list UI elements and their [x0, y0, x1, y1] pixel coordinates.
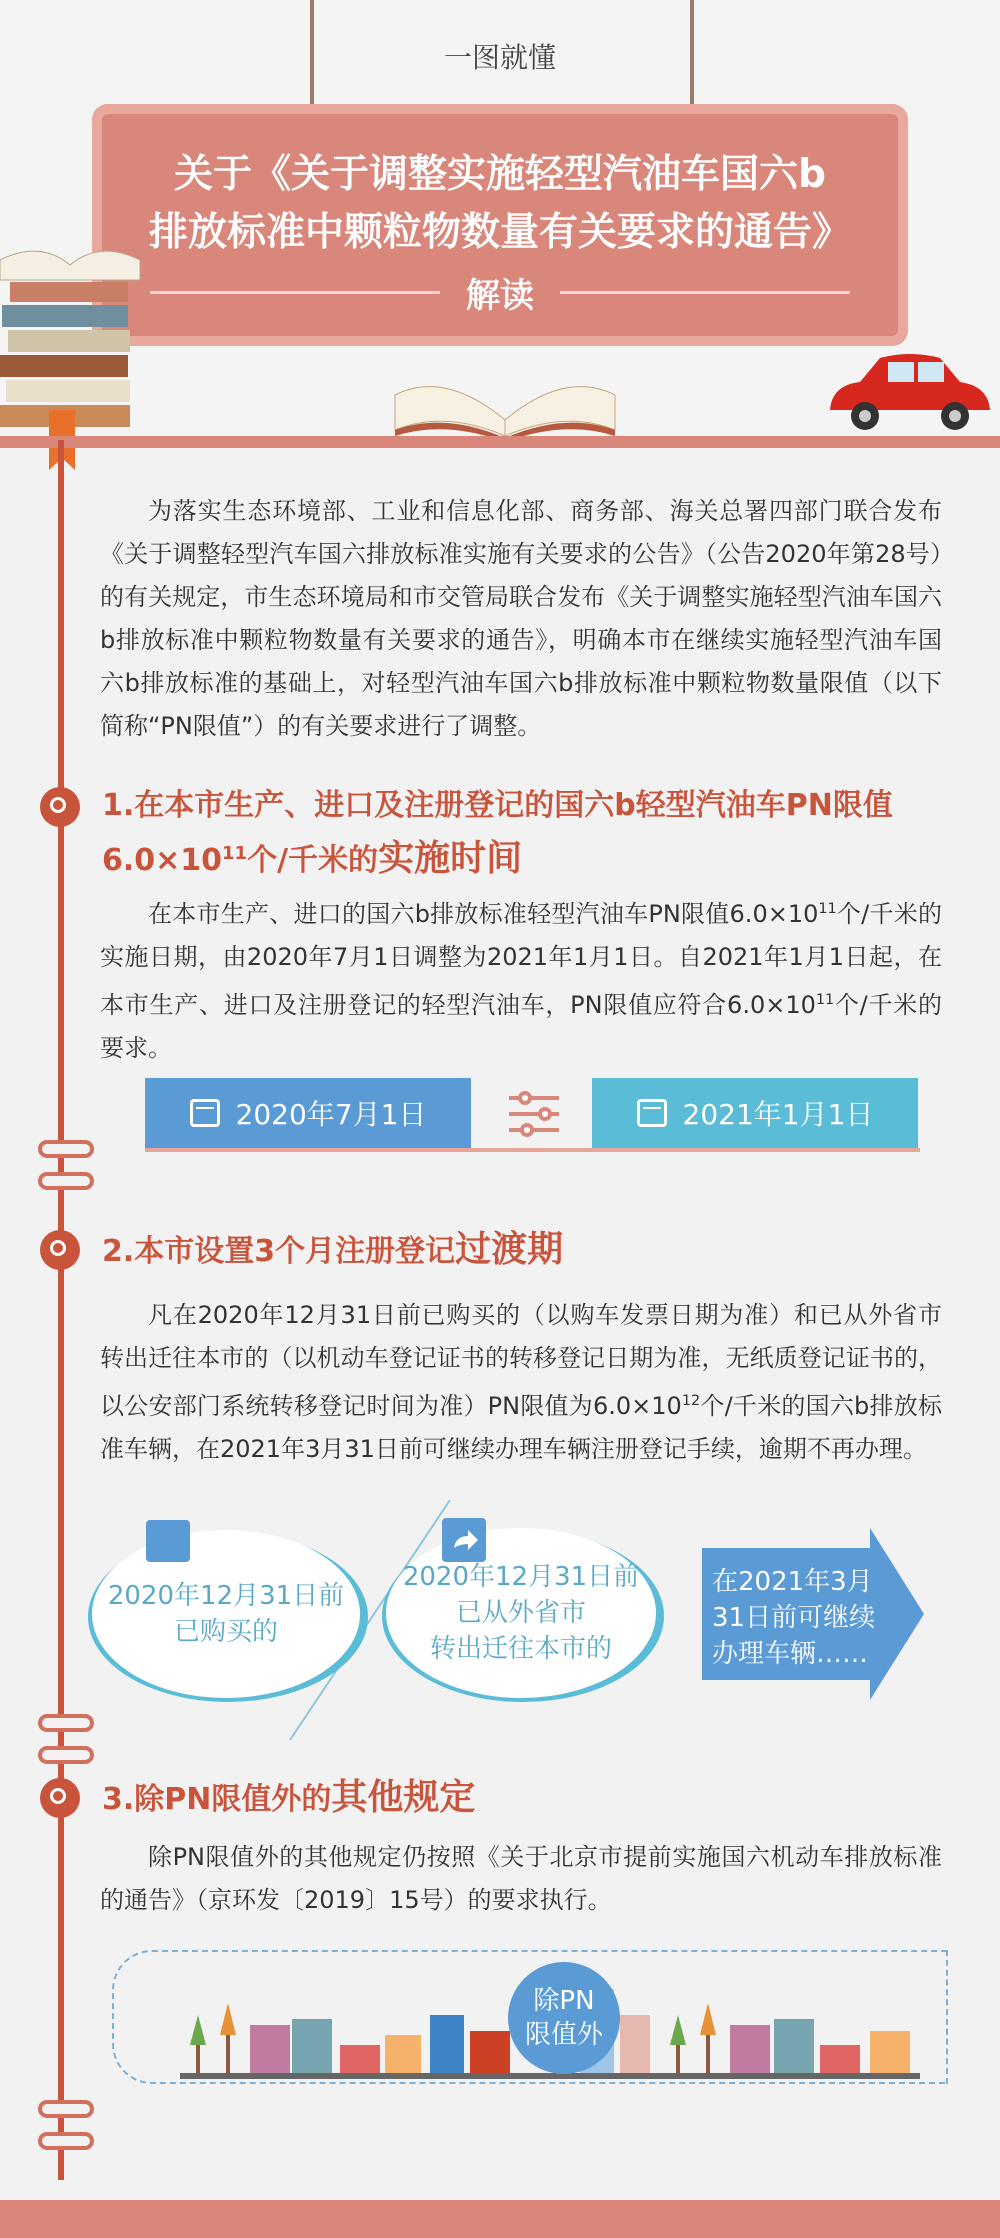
heading-unit: 个/千米的 — [247, 843, 379, 878]
page-title — [92, 146, 908, 262]
section-2-heading-emphasis: 过渡期 — [455, 1229, 564, 1270]
header-divider — [0, 436, 1000, 448]
section-2-marker-icon — [40, 1230, 80, 1270]
p2-part-b: 个/千米的国六b排放标准车辆，在2021年3月31日前可继续办理车辆注册登记手续，逾期不再办理。 — [100, 1392, 942, 1463]
open-book-illustration — [385, 350, 625, 440]
arrow-line-1: 在2021年3月 — [712, 1567, 873, 1597]
arrow-box-text — [712, 1564, 882, 1672]
share-arrow-icon — [442, 1518, 486, 1562]
footer-bar — [0, 2200, 1000, 2238]
calendar-icon — [637, 1099, 667, 1127]
p2-part-a: 凡在2020年12月31日前已购买的（以购车发票日期为准）和已从外省市转出迁往本市的（以机动车登记证书的转移登记日期为准，无纸质登记证书的，以公安部门系统转移登记时间为准）PN限值为6.0×10 — [100, 1301, 942, 1420]
section-3-heading — [102, 1774, 942, 1824]
red-car-illustration — [820, 350, 995, 440]
page-subtitle: 解读 — [466, 276, 534, 316]
timeline-coil — [38, 1140, 94, 1158]
heading-emphasis: 实施时间 — [378, 838, 523, 879]
timeline-coil — [38, 1746, 94, 1764]
title-line-1: 关于《关于调整实施轻型汽油车国六b — [174, 152, 826, 197]
section-1-heading-line1: 1.在本市生产、进口及注册登记的国六b轻型汽油车PN限值 — [102, 788, 893, 823]
p1-part-c: 个/千米的要求。 — [100, 991, 942, 1062]
section-1-marker-icon — [40, 787, 80, 827]
p2-exp: 12 — [681, 1393, 701, 1409]
p1-exp-1: 11 — [818, 901, 837, 917]
calendar-icon — [190, 1099, 220, 1127]
title-line-2: 排放标准中颗粒物数量有关要求的通告》 — [148, 210, 851, 255]
arrow-line-2: 31日前可继续 — [712, 1603, 876, 1633]
intro-paragraph: 为落实生态环境部、工业和信息化部、商务部、海关总署四部门联合发布《关于调整轻型汽车国六排放标准实施有关要求的公告》（公告2020年第28号）的有关规定，市生态环境局和市交管局联合发布《关于调整实施轻型汽油车国六b排放标准中颗粒物数量有关要求的通告》，明确本市在继续实施轻型汽油车国六b排放标准的基础上，对轻型汽油车国六b排放标准中颗粒物数量限值（以下简称“PN限值”）的有关要求进行了调整。 — [100, 497, 942, 740]
oval-1-line-1: 2020年12月31日前 — [107, 1581, 345, 1611]
oval-2-line-3: 转出迁往本市的 — [429, 1634, 612, 1664]
oval-transferred — [386, 1528, 656, 1698]
sliders-icon — [505, 1088, 563, 1140]
section-3-heading-emphasis: 其他规定 — [331, 1777, 476, 1818]
timeline-coil — [38, 1172, 94, 1190]
section-1-heading — [102, 782, 962, 885]
timeline-coil — [38, 2100, 94, 2118]
oval-purchased — [92, 1530, 360, 1698]
oval-2-line-1: 2020年12月31日前 — [402, 1562, 640, 1592]
timeline-coil — [38, 1714, 94, 1732]
badge-line-2: 限值外 — [524, 2020, 603, 2050]
section-3-heading-text: 3.除PN限值外的 — [102, 1782, 332, 1817]
p1-exp-2: 11 — [815, 992, 835, 1008]
date-to-label: 2021年1月1日 — [682, 1098, 874, 1131]
calendar-grid-icon — [146, 1520, 190, 1562]
heading-value: 6.0×10 — [102, 843, 223, 878]
badge-line-1: 除PN — [533, 1986, 595, 2016]
arrow-line-3: 办理车辆…… — [712, 1639, 869, 1669]
kicker-text: 一图就懂 — [443, 41, 556, 74]
pn-badge — [508, 1962, 620, 2074]
section-1-paragraph — [100, 888, 942, 1070]
heading-exponent: 11 — [222, 843, 248, 864]
date-to-box — [592, 1078, 918, 1148]
date-from-box — [145, 1078, 471, 1148]
p1-part-b: 个/千米的实施日期，由2020年7月1日调整为2021年1月1日。自2021年1月1日起，在本市生产、进口及注册登记的轻型汽油车，PN限值应符合6.0×10 — [100, 900, 942, 1019]
date-from-label: 2020年7月1日 — [235, 1098, 427, 1131]
date-row-underline — [145, 1148, 920, 1152]
p1-part-a: 在本市生产、进口的国六b排放标准轻型汽油车PN限值6.0×10 — [148, 900, 819, 928]
section-3-paragraph: 除PN限值外的其他规定仍按照《关于北京市提前实施国六机动车排放标准的通告》（京环发〔2019〕15号）的要求执行。 — [100, 1843, 942, 1914]
section-3-marker-icon — [40, 1778, 80, 1818]
section-2-heading — [102, 1226, 942, 1276]
section-2-heading-text: 2.本市设置3个月注册登记 — [102, 1234, 456, 1269]
oval-1-line-2: 已购买的 — [173, 1617, 278, 1647]
oval-2-line-2: 已从外省市 — [455, 1598, 586, 1628]
section-2-paragraph — [100, 1294, 942, 1471]
timeline-coil — [38, 2132, 94, 2150]
timeline-line — [58, 440, 64, 2180]
